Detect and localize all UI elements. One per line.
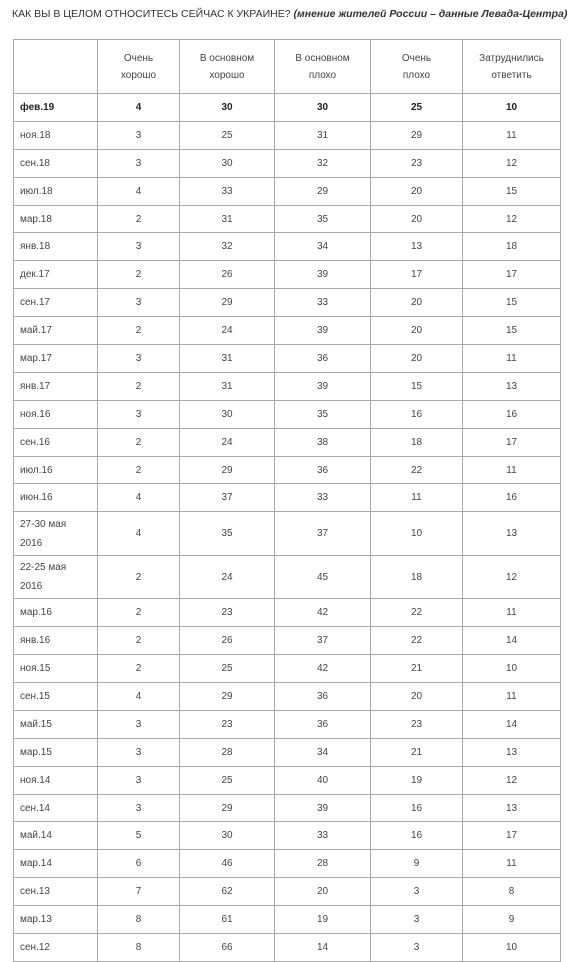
table-cell: 3 — [98, 121, 180, 149]
page-title — [12, 8, 568, 20]
table-cell: 8 — [98, 906, 180, 934]
table-cell: 46 — [180, 850, 275, 878]
table-row — [14, 205, 561, 233]
row-date-label: ноя.14 — [14, 766, 98, 794]
table-cell: 29 — [180, 794, 275, 822]
table-cell: 31 — [275, 121, 371, 149]
table-row — [14, 683, 561, 711]
table-cell: 40 — [275, 766, 371, 794]
table-row — [14, 850, 561, 878]
table-cell: 2 — [98, 599, 180, 627]
table-cell: 30 — [275, 94, 371, 122]
table-row — [14, 94, 561, 122]
table-cell: 16 — [371, 794, 463, 822]
table-cell: 12 — [463, 766, 561, 794]
table-cell: 36 — [275, 456, 371, 484]
table-cell: 31 — [180, 345, 275, 373]
row-date-label: июн.16 — [14, 484, 98, 512]
table-cell: 15 — [371, 372, 463, 400]
table-cell: 20 — [371, 205, 463, 233]
table-cell: 9 — [463, 906, 561, 934]
table-cell: 45 — [275, 555, 371, 599]
table-cell: 16 — [463, 484, 561, 512]
table-cell: 31 — [180, 372, 275, 400]
row-date-label: июл.16 — [14, 456, 98, 484]
table-cell: 39 — [275, 794, 371, 822]
table-cell: 30 — [180, 94, 275, 122]
table-cell: 29 — [180, 683, 275, 711]
table-cell: 15 — [463, 289, 561, 317]
table-cell: 3 — [98, 400, 180, 428]
row-date-label: сен.18 — [14, 149, 98, 177]
table-cell: 20 — [371, 289, 463, 317]
table-cell: 2 — [98, 317, 180, 345]
table-row — [14, 555, 561, 599]
table-row — [14, 599, 561, 627]
table-row — [14, 428, 561, 456]
table-row — [14, 372, 561, 400]
table-cell: 25 — [180, 655, 275, 683]
table-cell: 22 — [371, 627, 463, 655]
table-cell: 2 — [98, 261, 180, 289]
table-cell: 25 — [180, 766, 275, 794]
table-cell: 15 — [463, 177, 561, 205]
table-cell: 4 — [98, 683, 180, 711]
table-cell: 26 — [180, 627, 275, 655]
table-row — [14, 317, 561, 345]
table-cell: 26 — [180, 261, 275, 289]
table-row — [14, 766, 561, 794]
column-header-mostly-bad: В основном плохо — [275, 40, 371, 94]
table-cell: 3 — [98, 233, 180, 261]
table-cell: 5 — [98, 822, 180, 850]
table-cell: 24 — [180, 555, 275, 599]
table-row — [14, 794, 561, 822]
table-cell: 36 — [275, 345, 371, 373]
table-cell: 16 — [463, 400, 561, 428]
table-row — [14, 627, 561, 655]
table-cell: 4 — [98, 177, 180, 205]
table-cell: 32 — [275, 149, 371, 177]
table-cell: 23 — [180, 599, 275, 627]
table-cell: 2 — [98, 205, 180, 233]
table-cell: 10 — [463, 94, 561, 122]
table-cell: 17 — [463, 822, 561, 850]
table-cell: 3 — [98, 794, 180, 822]
table-cell: 11 — [463, 345, 561, 373]
table-cell: 14 — [463, 710, 561, 738]
table-cell: 36 — [275, 683, 371, 711]
table-cell: 66 — [180, 934, 275, 962]
row-date-label: сен.16 — [14, 428, 98, 456]
table-cell: 3 — [98, 738, 180, 766]
table-row — [14, 710, 561, 738]
table-row — [14, 822, 561, 850]
table-cell: 11 — [463, 850, 561, 878]
table-row — [14, 149, 561, 177]
table-cell: 4 — [98, 94, 180, 122]
table-header-row — [14, 40, 561, 94]
row-date-label: ноя.16 — [14, 400, 98, 428]
table-cell: 18 — [371, 428, 463, 456]
title-source: (мнение жителей России – данные Левада-Центра) — [293, 8, 568, 20]
table-cell: 3 — [98, 345, 180, 373]
row-date-label: ноя.15 — [14, 655, 98, 683]
table-cell: 33 — [275, 289, 371, 317]
row-date-label: мар.13 — [14, 906, 98, 934]
table-cell: 35 — [275, 205, 371, 233]
table-cell: 6 — [98, 850, 180, 878]
table-cell: 34 — [275, 738, 371, 766]
row-date-label: янв.17 — [14, 372, 98, 400]
table-cell: 38 — [275, 428, 371, 456]
table-row — [14, 738, 561, 766]
table-cell: 23 — [371, 149, 463, 177]
table-cell: 17 — [463, 261, 561, 289]
table-cell: 20 — [371, 317, 463, 345]
table-cell: 13 — [463, 794, 561, 822]
survey-table — [13, 39, 561, 962]
table-cell: 39 — [275, 261, 371, 289]
row-date-label: мар.15 — [14, 738, 98, 766]
table-cell: 2 — [98, 555, 180, 599]
row-date-label: сен.17 — [14, 289, 98, 317]
table-cell: 28 — [275, 850, 371, 878]
table-cell: 11 — [463, 599, 561, 627]
table-cell: 3 — [371, 878, 463, 906]
row-date-label: май.15 — [14, 710, 98, 738]
table-cell: 9 — [371, 850, 463, 878]
table-cell: 20 — [371, 345, 463, 373]
table-cell: 19 — [275, 906, 371, 934]
table-cell: 3 — [371, 906, 463, 934]
table-cell: 21 — [371, 655, 463, 683]
table-cell: 22 — [371, 599, 463, 627]
table-cell: 25 — [180, 121, 275, 149]
row-date-label: июл.18 — [14, 177, 98, 205]
table-cell: 29 — [180, 289, 275, 317]
table-cell: 17 — [463, 428, 561, 456]
table-cell: 21 — [371, 738, 463, 766]
table-cell: 2 — [98, 627, 180, 655]
row-date-label: май.17 — [14, 317, 98, 345]
table-body — [14, 94, 561, 962]
table-row — [14, 233, 561, 261]
table-cell: 33 — [180, 177, 275, 205]
table-cell: 16 — [371, 400, 463, 428]
table-cell: 37 — [180, 484, 275, 512]
table-row — [14, 512, 561, 556]
table-cell: 4 — [98, 512, 180, 556]
table-row — [14, 655, 561, 683]
table-cell: 32 — [180, 233, 275, 261]
table-row — [14, 121, 561, 149]
table-cell: 14 — [463, 627, 561, 655]
table-cell: 10 — [371, 512, 463, 556]
table-cell: 29 — [180, 456, 275, 484]
row-date-label: сен.13 — [14, 878, 98, 906]
table-row — [14, 878, 561, 906]
table-cell: 2 — [98, 655, 180, 683]
row-date-label: фев.19 — [14, 94, 98, 122]
table-cell: 31 — [180, 205, 275, 233]
row-date-label: мар.18 — [14, 205, 98, 233]
table-cell: 18 — [371, 555, 463, 599]
row-date-label: сен.15 — [14, 683, 98, 711]
table-cell: 37 — [275, 627, 371, 655]
table-cell: 11 — [463, 456, 561, 484]
row-date-label: янв.18 — [14, 233, 98, 261]
row-date-label: янв.16 — [14, 627, 98, 655]
table-cell: 3 — [371, 934, 463, 962]
row-date-label: 27-30 мая 2016 — [14, 512, 98, 556]
table-cell: 28 — [180, 738, 275, 766]
table-cell: 61 — [180, 906, 275, 934]
table-cell: 3 — [98, 766, 180, 794]
table-cell: 11 — [371, 484, 463, 512]
table-cell: 2 — [98, 428, 180, 456]
table-cell: 13 — [463, 738, 561, 766]
table-cell: 10 — [463, 655, 561, 683]
table-row — [14, 261, 561, 289]
table-cell: 23 — [371, 710, 463, 738]
row-date-label: мар.14 — [14, 850, 98, 878]
table-cell: 20 — [371, 683, 463, 711]
table-cell: 19 — [371, 766, 463, 794]
table-cell: 17 — [371, 261, 463, 289]
column-header-undecided: Затруднились ответить — [463, 40, 561, 94]
table-cell: 42 — [275, 655, 371, 683]
table-row — [14, 400, 561, 428]
table-cell: 16 — [371, 822, 463, 850]
table-cell: 39 — [275, 372, 371, 400]
table-cell: 30 — [180, 149, 275, 177]
table-row — [14, 345, 561, 373]
column-header-mostly-good: В основном хорошо — [180, 40, 275, 94]
table-row — [14, 906, 561, 934]
table-cell: 13 — [463, 512, 561, 556]
table-cell: 35 — [275, 400, 371, 428]
column-header-very-good: Очень хорошо — [98, 40, 180, 94]
table-cell: 8 — [98, 934, 180, 962]
table-cell: 3 — [98, 289, 180, 317]
table-cell: 37 — [275, 512, 371, 556]
column-header-very-bad: Очень плохо — [371, 40, 463, 94]
table-cell: 35 — [180, 512, 275, 556]
table-cell: 12 — [463, 149, 561, 177]
row-date-label: дек.17 — [14, 261, 98, 289]
table-row — [14, 289, 561, 317]
table-cell: 33 — [275, 484, 371, 512]
table-cell: 14 — [275, 934, 371, 962]
table-cell: 18 — [463, 233, 561, 261]
table-cell: 39 — [275, 317, 371, 345]
table-cell: 24 — [180, 428, 275, 456]
table-cell: 30 — [180, 822, 275, 850]
table-cell: 2 — [98, 456, 180, 484]
table-cell: 34 — [275, 233, 371, 261]
table-cell: 24 — [180, 317, 275, 345]
table-cell: 25 — [371, 94, 463, 122]
table-cell: 10 — [463, 934, 561, 962]
table-cell: 11 — [463, 121, 561, 149]
title-question: КАК ВЫ В ЦЕЛОМ ОТНОСИТЕСЬ СЕЙЧАС К УКРАИНЕ? — [12, 8, 291, 20]
table-cell: 2 — [98, 372, 180, 400]
row-date-label: сен.12 — [14, 934, 98, 962]
table-cell: 15 — [463, 317, 561, 345]
table-cell: 3 — [98, 710, 180, 738]
table-cell: 3 — [98, 149, 180, 177]
row-date-label: мар.16 — [14, 599, 98, 627]
table-cell: 29 — [275, 177, 371, 205]
row-date-label: май.14 — [14, 822, 98, 850]
table-cell: 36 — [275, 710, 371, 738]
table-row — [14, 177, 561, 205]
table-cell: 20 — [371, 177, 463, 205]
table-cell: 13 — [463, 372, 561, 400]
table-cell: 30 — [180, 400, 275, 428]
table-cell: 20 — [275, 878, 371, 906]
row-date-label: 22-25 мая 2016 — [14, 555, 98, 599]
table-cell: 12 — [463, 205, 561, 233]
table-cell: 62 — [180, 878, 275, 906]
table-cell: 7 — [98, 878, 180, 906]
row-date-label: ноя.18 — [14, 121, 98, 149]
table-cell: 23 — [180, 710, 275, 738]
table-cell: 13 — [371, 233, 463, 261]
table-cell: 11 — [463, 683, 561, 711]
table-cell: 42 — [275, 599, 371, 627]
table-cell: 33 — [275, 822, 371, 850]
table-cell: 29 — [371, 121, 463, 149]
table-cell: 22 — [371, 456, 463, 484]
table-cell: 8 — [463, 878, 561, 906]
table-cell: 12 — [463, 555, 561, 599]
table-row — [14, 484, 561, 512]
column-header-date — [14, 40, 98, 94]
table-row — [14, 456, 561, 484]
table-row — [14, 934, 561, 962]
row-date-label: мар.17 — [14, 345, 98, 373]
row-date-label: сен.14 — [14, 794, 98, 822]
table-cell: 4 — [98, 484, 180, 512]
